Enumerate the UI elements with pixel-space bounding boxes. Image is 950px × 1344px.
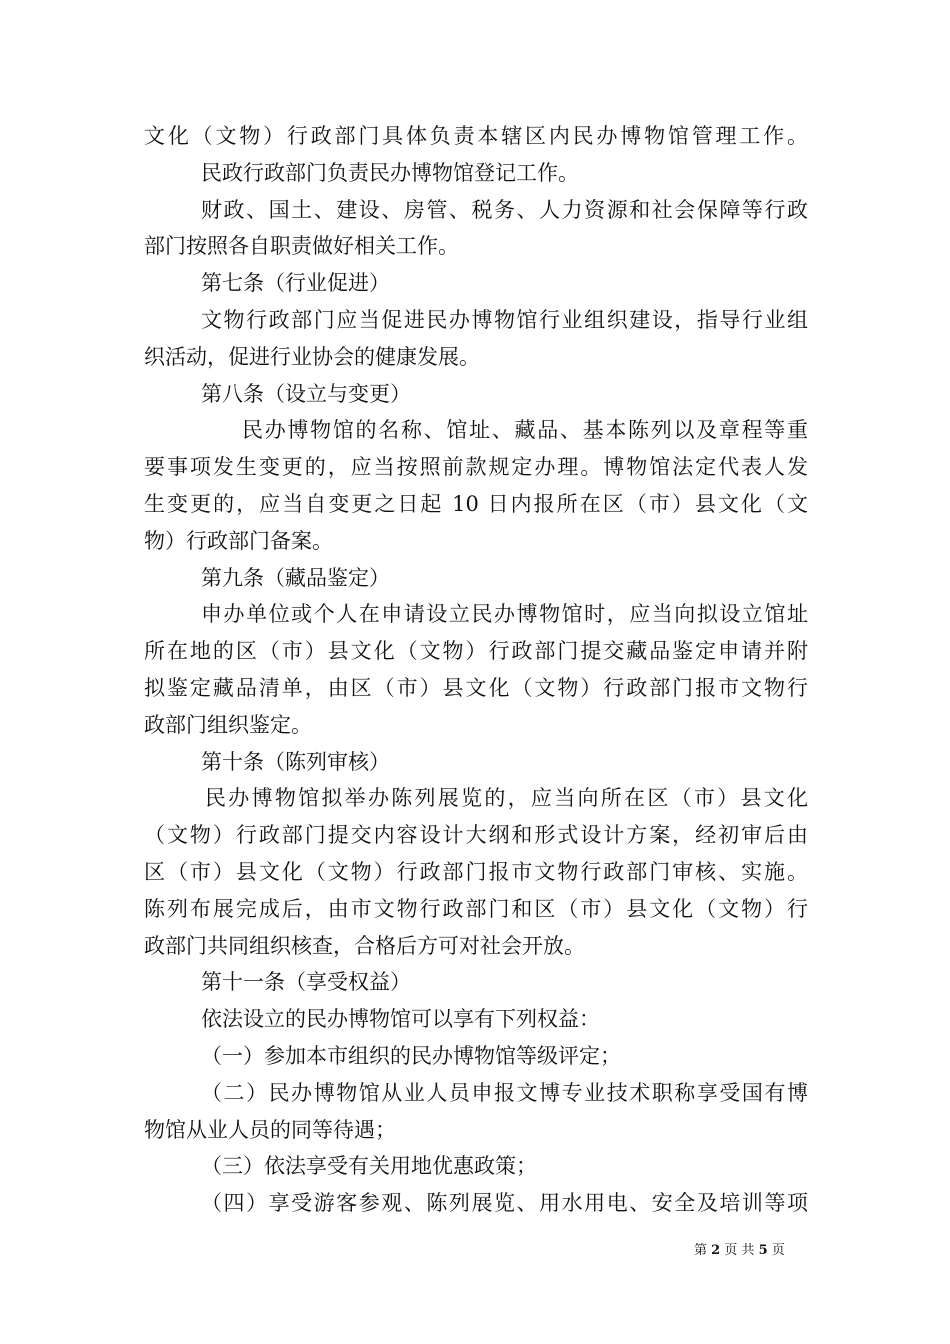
text-line: 政部门组织鉴定。	[144, 712, 312, 737]
text-line: 生变更的，应当自变更之日起 10 日内报所在区（市）县文化（文	[144, 491, 808, 516]
text-line: 政部门共同组织核查，合格后方可对社会开放。	[144, 933, 585, 958]
text-line: 物）行政部门备案。	[144, 528, 333, 553]
text-line: 陈列布展完成后，由市文物行政部门和区（市）县文化（文物）行	[144, 896, 808, 921]
text-line: 要事项发生变更的，应当按照前款规定办理。博物馆法定代表人发	[144, 455, 808, 480]
text-line: 民办博物馆拟举办陈列展览的，应当向所在区（市）县文化	[205, 786, 808, 811]
article-heading: 第七条（行业促进）	[201, 271, 390, 296]
text-line: 物馆从业人员的同等待遇；	[144, 1117, 396, 1142]
text-line: （文物）行政部门提交内容设计大纲和形式设计方案，经初审后由	[144, 823, 808, 848]
footer-middle: 页 共	[724, 1243, 755, 1258]
article-heading: 第九条（藏品鉴定）	[201, 565, 390, 590]
text-line: 申办单位或个人在申请设立民办博物馆时，应当向拟设立馆址	[201, 602, 808, 627]
list-item: （三）依法享受有关用地优惠政策；	[201, 1154, 537, 1179]
text-line: 民政行政部门负责民办博物馆登记工作。	[201, 160, 579, 185]
text-line: 区（市）县文化（文物）行政部门报市文物行政部门审核、实施。	[144, 859, 808, 884]
footer-prefix: 第	[694, 1243, 708, 1258]
text-line: 文物行政部门应当促进民办博物馆行业组织建设，指导行业组	[201, 307, 808, 332]
text-line: 拟鉴定藏品清单，由区（市）县文化（文物）行政部门报市文物行	[144, 675, 808, 700]
text-line: 所在地的区（市）县文化（文物）行政部门提交藏品鉴定申请并附	[144, 639, 808, 664]
text-line: 民办博物馆的名称、馆址、藏品、基本陈列以及章程等重	[242, 418, 808, 443]
current-page-number: 2	[711, 1243, 721, 1258]
text-line: 织活动，促进行业协会的健康发展。	[144, 344, 480, 369]
total-page-number: 5	[758, 1243, 768, 1258]
body-text	[144, 118, 808, 1222]
text-line: 财政、国土、建设、房管、税务、人力资源和社会保障等行政	[201, 197, 808, 222]
article-heading: 第十一条（享受权益）	[201, 970, 411, 995]
list-item: （一）参加本市组织的民办博物馆等级评定；	[201, 1043, 621, 1068]
page-footer	[694, 1243, 785, 1259]
text-line: 依法设立的民办博物馆可以享有下列权益：	[201, 1007, 600, 1032]
list-item: （二）民办博物馆从业人员申报文博专业技术职称享受国有博	[201, 1080, 808, 1105]
footer-suffix: 页	[771, 1243, 785, 1258]
text-line: 文化（文物）行政部门具体负责本辖区内民办博物馆管理工作。	[144, 124, 808, 148]
text-line: 部门按照各自职责做好相关工作。	[144, 234, 459, 259]
article-heading: 第八条（设立与变更）	[201, 381, 411, 406]
list-item: （四）享受游客参观、陈列展览、用水用电、安全及培训等项	[201, 1191, 808, 1216]
article-heading: 第十条（陈列审核）	[201, 749, 390, 774]
